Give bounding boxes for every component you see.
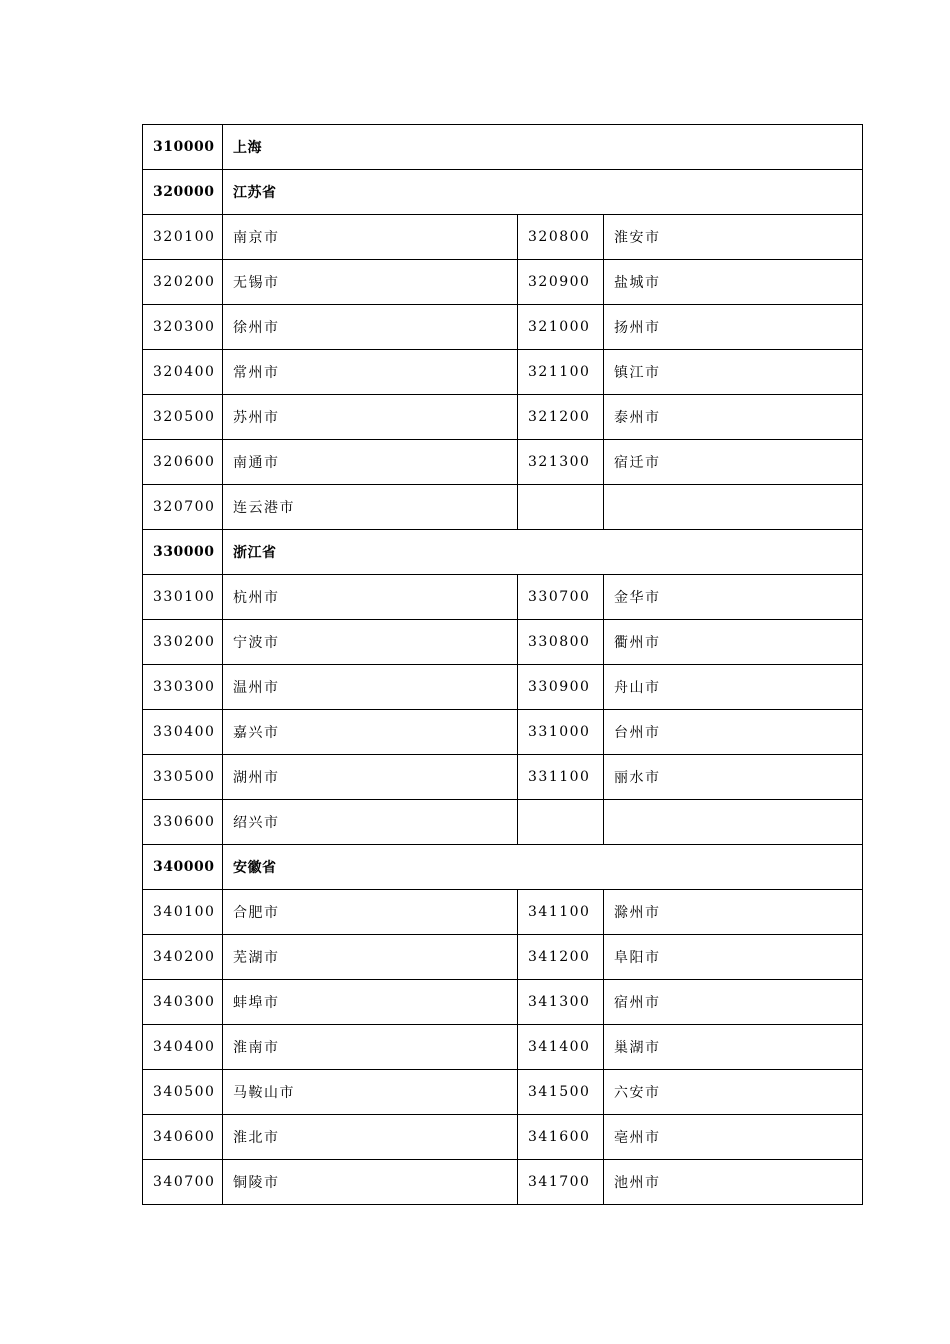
city-name: 温州市 bbox=[223, 665, 518, 710]
city-code: 341200 bbox=[518, 935, 604, 980]
city-code: 330400 bbox=[143, 710, 223, 755]
city-row bbox=[143, 395, 863, 440]
city-name: 泰州市 bbox=[604, 395, 863, 440]
city-name: 扬州市 bbox=[604, 305, 863, 350]
city-row bbox=[143, 575, 863, 620]
city-code: 341700 bbox=[518, 1160, 604, 1205]
city-name: 丽水市 bbox=[604, 755, 863, 800]
city-name: 宿迁市 bbox=[604, 440, 863, 485]
city-code: 320400 bbox=[143, 350, 223, 395]
city-code: 320800 bbox=[518, 215, 604, 260]
city-code: 330800 bbox=[518, 620, 604, 665]
city-code: 340400 bbox=[143, 1025, 223, 1070]
city-code: 341600 bbox=[518, 1115, 604, 1160]
city-row bbox=[143, 935, 863, 980]
city-code: 330100 bbox=[143, 575, 223, 620]
city-name: 湖州市 bbox=[223, 755, 518, 800]
province-code: 340000 bbox=[143, 845, 223, 890]
city-row bbox=[143, 710, 863, 755]
city-row bbox=[143, 755, 863, 800]
city-name: 衢州市 bbox=[604, 620, 863, 665]
city-code: 321100 bbox=[518, 350, 604, 395]
city-code: 330600 bbox=[143, 800, 223, 845]
city-name: 无锡市 bbox=[223, 260, 518, 305]
province-name: 浙江省 bbox=[223, 530, 863, 575]
city-name: 亳州市 bbox=[604, 1115, 863, 1160]
city-name: 台州市 bbox=[604, 710, 863, 755]
city-code: 340500 bbox=[143, 1070, 223, 1115]
province-row bbox=[143, 170, 863, 215]
province-code: 320000 bbox=[143, 170, 223, 215]
city-row bbox=[143, 1160, 863, 1205]
city-name: 徐州市 bbox=[223, 305, 518, 350]
city-name: 蚌埠市 bbox=[223, 980, 518, 1025]
city-code: 330200 bbox=[143, 620, 223, 665]
city-code: 321300 bbox=[518, 440, 604, 485]
city-name: 南通市 bbox=[223, 440, 518, 485]
city-code: 330900 bbox=[518, 665, 604, 710]
city-name: 淮北市 bbox=[223, 1115, 518, 1160]
city-code: 330300 bbox=[143, 665, 223, 710]
city-code: 341400 bbox=[518, 1025, 604, 1070]
city-name: 滁州市 bbox=[604, 890, 863, 935]
city-code bbox=[518, 485, 604, 530]
city-name bbox=[604, 485, 863, 530]
province-name: 上海 bbox=[223, 125, 863, 170]
city-code: 340600 bbox=[143, 1115, 223, 1160]
city-row bbox=[143, 350, 863, 395]
city-code: 341500 bbox=[518, 1070, 604, 1115]
city-name: 阜阳市 bbox=[604, 935, 863, 980]
city-code: 320300 bbox=[143, 305, 223, 350]
province-row bbox=[143, 845, 863, 890]
city-code: 320100 bbox=[143, 215, 223, 260]
city-row bbox=[143, 980, 863, 1025]
city-name: 金华市 bbox=[604, 575, 863, 620]
city-name: 连云港市 bbox=[223, 485, 518, 530]
city-code: 320500 bbox=[143, 395, 223, 440]
city-code: 320600 bbox=[143, 440, 223, 485]
city-code: 341100 bbox=[518, 890, 604, 935]
city-row bbox=[143, 485, 863, 530]
city-name: 巢湖市 bbox=[604, 1025, 863, 1070]
city-code: 330700 bbox=[518, 575, 604, 620]
city-row bbox=[143, 305, 863, 350]
city-row bbox=[143, 260, 863, 305]
city-code: 321200 bbox=[518, 395, 604, 440]
city-code: 340300 bbox=[143, 980, 223, 1025]
city-code: 340700 bbox=[143, 1160, 223, 1205]
city-name: 六安市 bbox=[604, 1070, 863, 1115]
city-name: 嘉兴市 bbox=[223, 710, 518, 755]
city-name: 宁波市 bbox=[223, 620, 518, 665]
city-name: 宿州市 bbox=[604, 980, 863, 1025]
city-name: 池州市 bbox=[604, 1160, 863, 1205]
city-code: 341300 bbox=[518, 980, 604, 1025]
city-name: 马鞍山市 bbox=[223, 1070, 518, 1115]
city-row bbox=[143, 665, 863, 710]
city-name: 镇江市 bbox=[604, 350, 863, 395]
city-code: 340200 bbox=[143, 935, 223, 980]
city-name: 苏州市 bbox=[223, 395, 518, 440]
city-name: 盐城市 bbox=[604, 260, 863, 305]
city-code: 331100 bbox=[518, 755, 604, 800]
city-code: 331000 bbox=[518, 710, 604, 755]
region-code-table bbox=[142, 124, 863, 1205]
city-name: 淮安市 bbox=[604, 215, 863, 260]
city-code: 320900 bbox=[518, 260, 604, 305]
province-name: 安徽省 bbox=[223, 845, 863, 890]
city-code: 320200 bbox=[143, 260, 223, 305]
city-code: 321000 bbox=[518, 305, 604, 350]
province-name: 江苏省 bbox=[223, 170, 863, 215]
city-name: 南京市 bbox=[223, 215, 518, 260]
city-row bbox=[143, 1025, 863, 1070]
city-code: 340100 bbox=[143, 890, 223, 935]
city-name: 舟山市 bbox=[604, 665, 863, 710]
city-code bbox=[518, 800, 604, 845]
city-name: 杭州市 bbox=[223, 575, 518, 620]
city-name: 铜陵市 bbox=[223, 1160, 518, 1205]
city-row bbox=[143, 800, 863, 845]
table-body bbox=[143, 125, 863, 1205]
province-code: 330000 bbox=[143, 530, 223, 575]
city-name: 绍兴市 bbox=[223, 800, 518, 845]
city-code: 330500 bbox=[143, 755, 223, 800]
city-row bbox=[143, 1115, 863, 1160]
city-name: 芜湖市 bbox=[223, 935, 518, 980]
city-row bbox=[143, 620, 863, 665]
province-row bbox=[143, 530, 863, 575]
city-row bbox=[143, 890, 863, 935]
city-row bbox=[143, 440, 863, 485]
city-name: 合肥市 bbox=[223, 890, 518, 935]
province-code: 310000 bbox=[143, 125, 223, 170]
city-row bbox=[143, 1070, 863, 1115]
city-name bbox=[604, 800, 863, 845]
province-row bbox=[143, 125, 863, 170]
city-code: 320700 bbox=[143, 485, 223, 530]
city-name: 常州市 bbox=[223, 350, 518, 395]
city-name: 淮南市 bbox=[223, 1025, 518, 1070]
city-row bbox=[143, 215, 863, 260]
